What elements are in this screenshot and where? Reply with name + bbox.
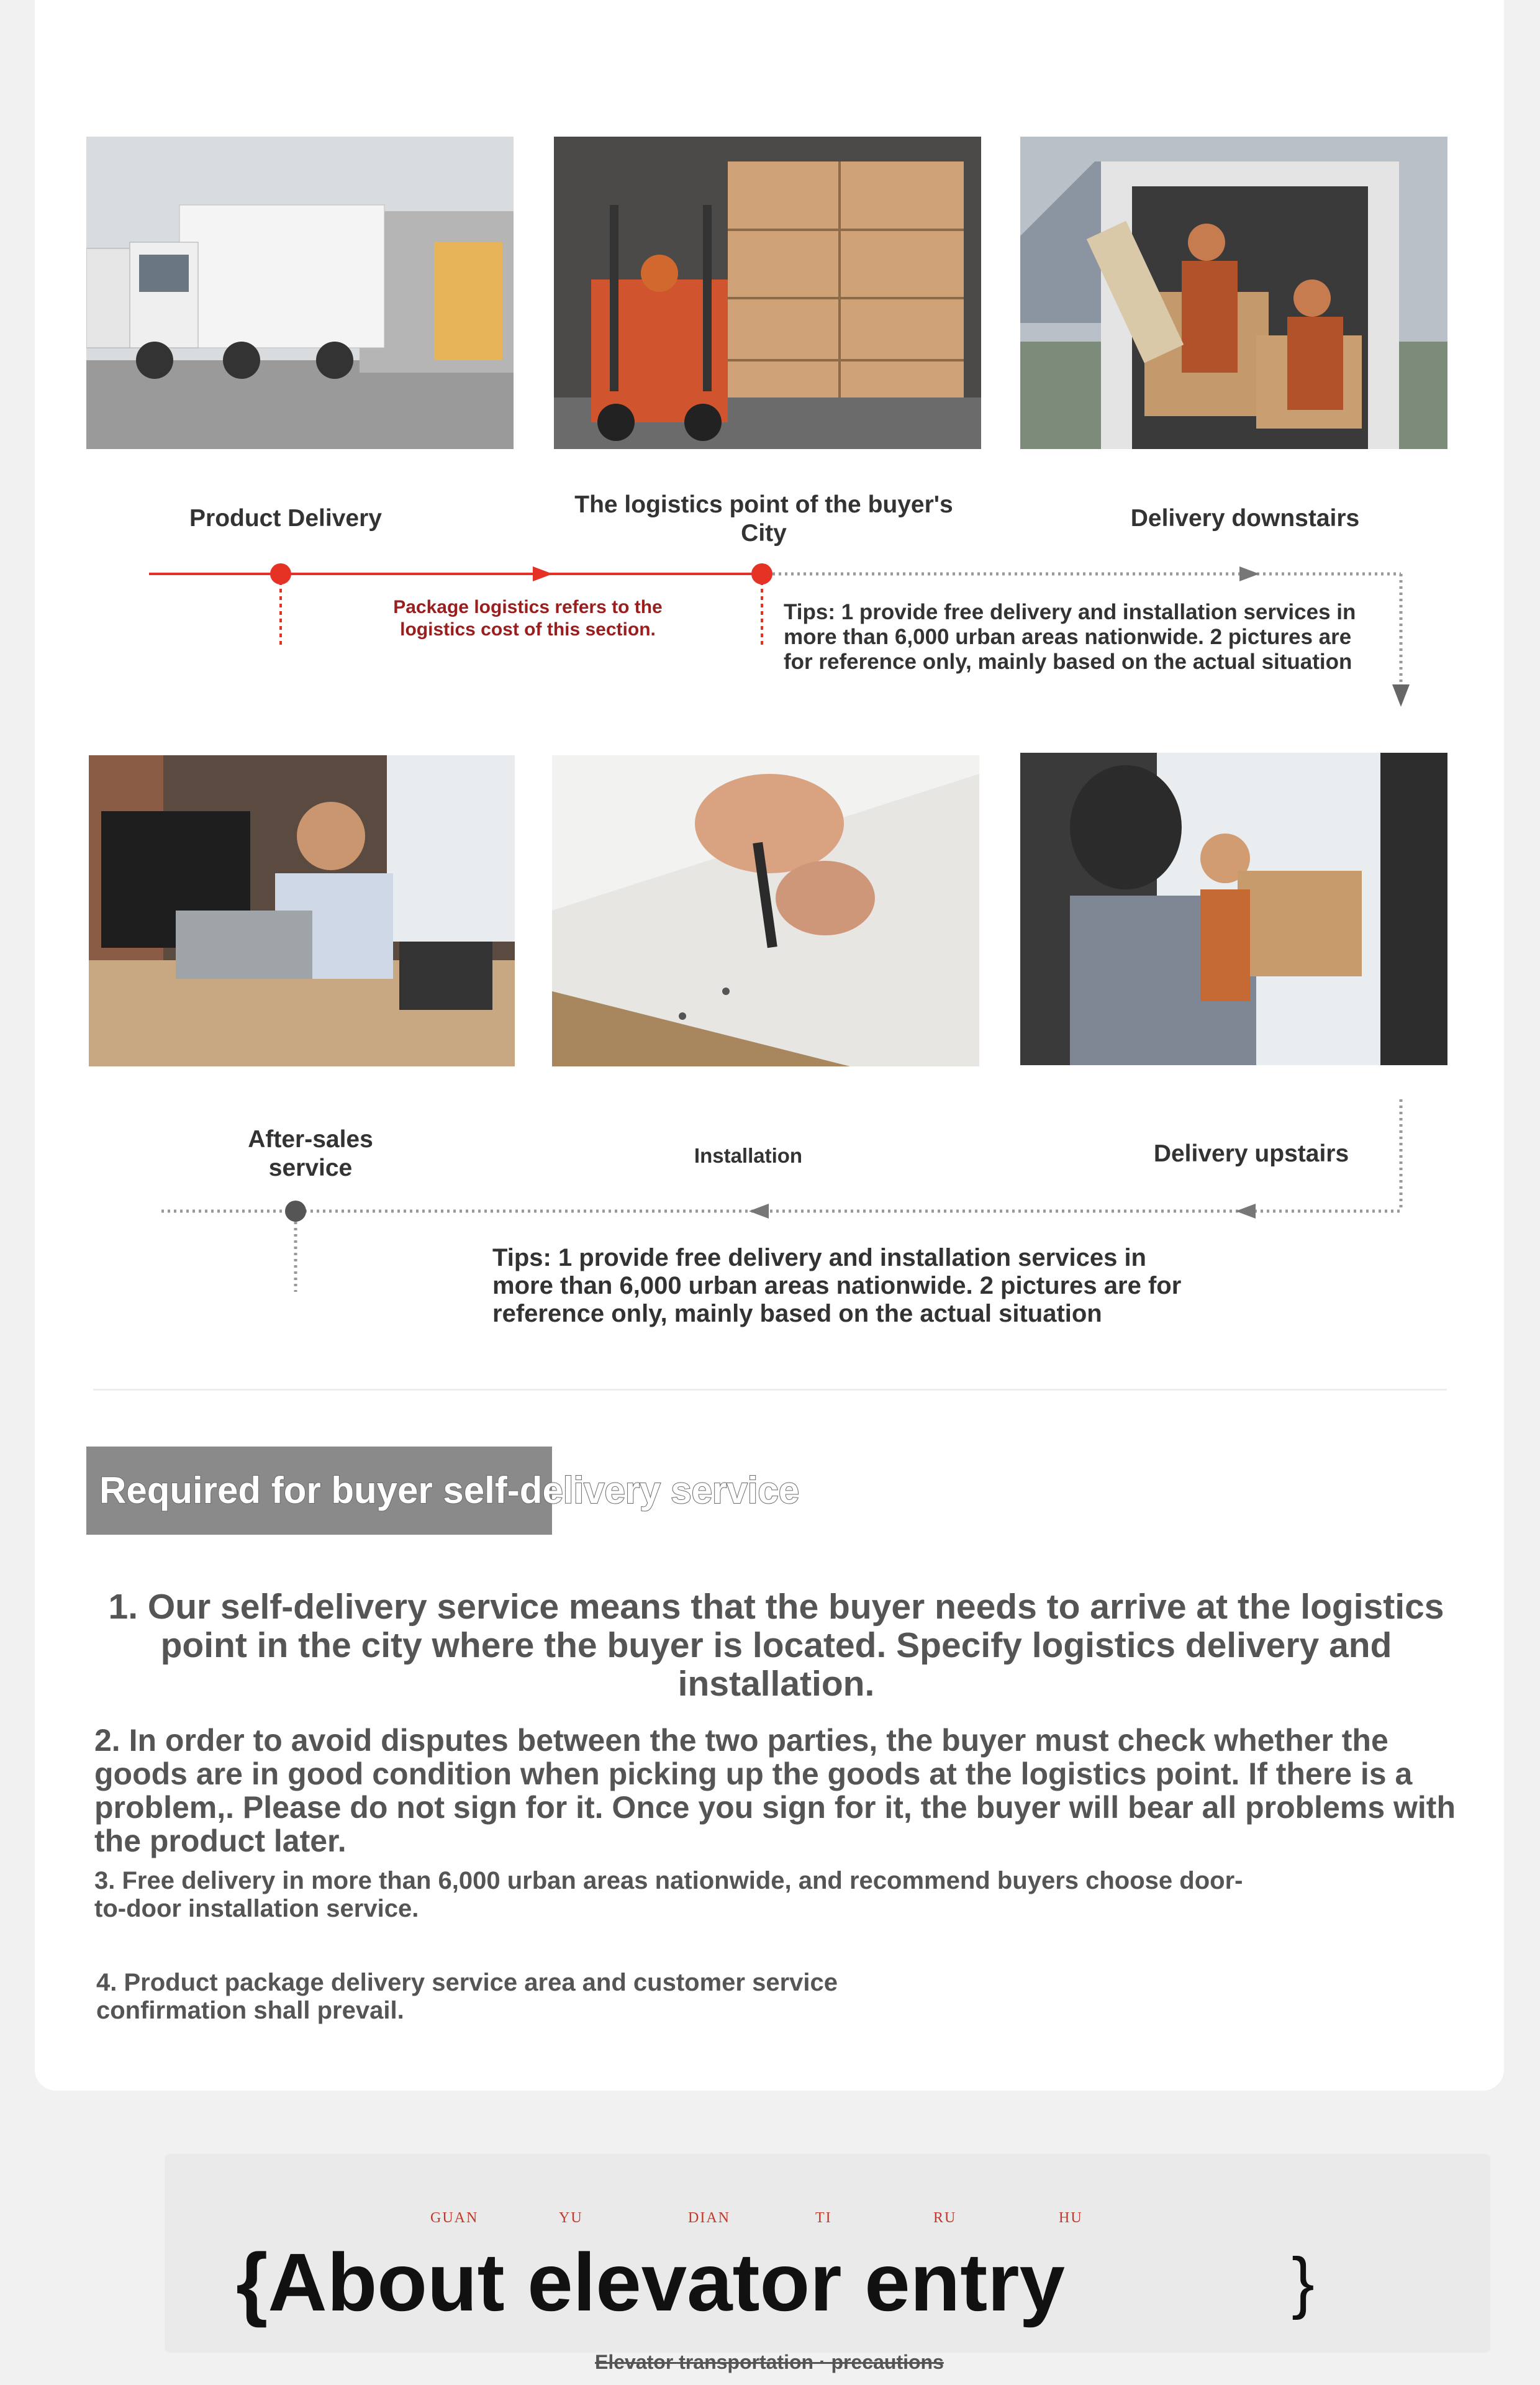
pinyin-hu: HU (1059, 2210, 1083, 2226)
truck-photo (86, 137, 514, 449)
customer-service-photo (89, 755, 515, 1066)
installation-photo (552, 755, 979, 1066)
delivery-upstairs-photo (1020, 753, 1447, 1065)
pinyin-dian: DIAN (688, 2210, 730, 2226)
movers-photo (1020, 137, 1447, 449)
step-label-installation: Installation (694, 1144, 803, 1167)
step-label-delivery-upstairs: Delivery upstairs (1153, 1140, 1349, 1167)
forklift-photo (554, 137, 981, 449)
timeline-node-after-sales (285, 1201, 306, 1222)
pinyin-ru: RU (933, 2210, 957, 2226)
pinyin-guan: GUAN (430, 2210, 479, 2226)
step-label-after-sales: After-sales service (248, 1126, 373, 1181)
timeline-node-logistics-point (751, 563, 772, 584)
tips-row2: Tips: 1 provide free delivery and installation services in more than 6,000 urban areas nationwide. 2 pictures are for reference only, mainly based on the actual situation (492, 1244, 1182, 1327)
rule-2: 2. In order to avoid disputes between the two parties, the buyer must check whether the goods are in good condition when picking up the goods at the logistics point. If there is a problem,. Please do not sign for it. Once you sign for it, the buyer will bear all problems with the product later. (94, 1723, 1456, 1858)
section-divider (93, 1389, 1447, 1391)
elevator-subtitle: Elevator transportation · precautions (595, 2351, 944, 2373)
rule-1: 1. Our self-delivery service means that the buyer needs to arrive at the logistics point in the city where the buyer is located. Specify logistics delivery and installation. (108, 1587, 1444, 1704)
step-label-logistics-point: The logistics point of the buyer's City (574, 491, 953, 547)
step-label-delivery-downstairs: Delivery downstairs (1130, 505, 1360, 532)
rule-4: 4. Product package delivery service area and customer service confirmation shall prevail. (96, 1969, 838, 2024)
package-logistics-note: Package logistics refers to the logistics cost of this section. (393, 597, 663, 640)
rule-3: 3. Free delivery in more than 6,000 urban areas nationwide, and recommend buyers choose door-to-door installation service. (94, 1867, 1243, 1922)
timeline-node-product-delivery (270, 563, 291, 584)
tips-row1: Tips: 1 provide free delivery and installation services in more than 6,000 urban areas nationwide. 2 pictures are for reference only, mainly based on the actual situation (784, 600, 1356, 674)
elevator-close-brace: } (1292, 2244, 1315, 2320)
elevator-title: {About elevator entry (236, 2237, 1065, 2328)
section-header-title: Required for buyer self-delivery service (99, 1470, 800, 1511)
pinyin-ti: TI (815, 2210, 832, 2226)
pinyin-yu: YU (559, 2210, 583, 2226)
step-label-product-delivery: Product Delivery (189, 505, 382, 532)
